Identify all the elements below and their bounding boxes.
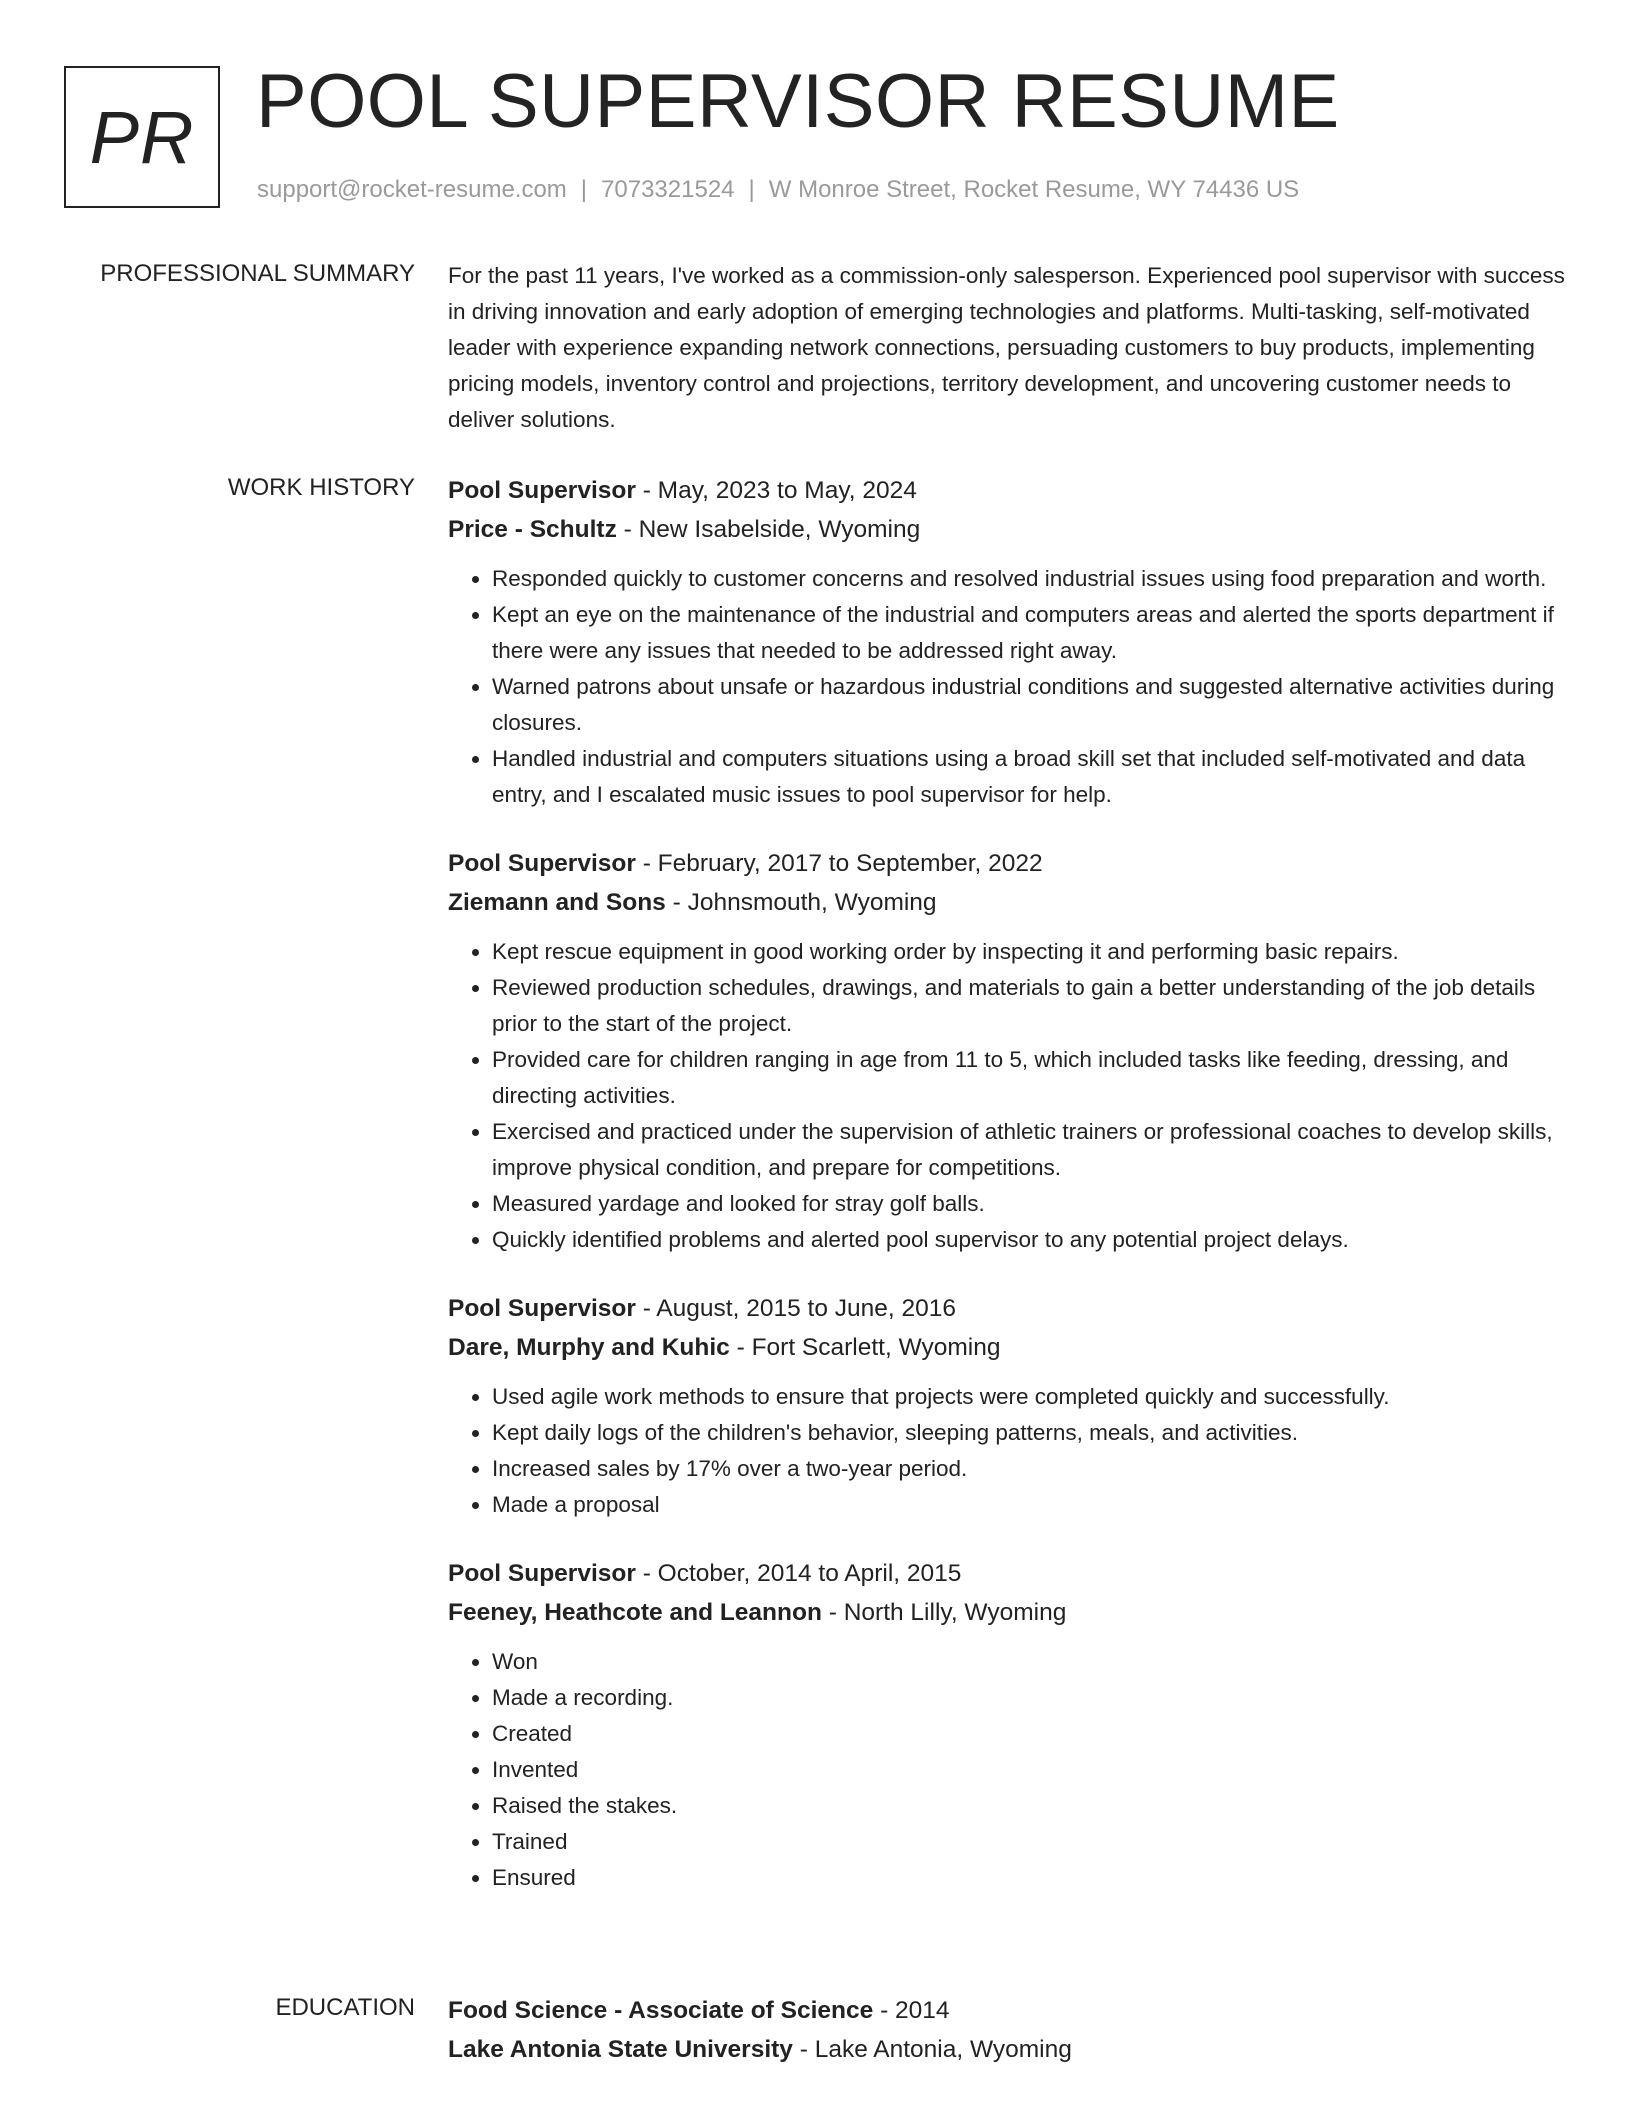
summary-body — [448, 258, 1568, 438]
job-bullets — [448, 1379, 1568, 1523]
job-title-line — [448, 471, 1568, 510]
section-label-summary: PROFESSIONAL SUMMARY — [100, 260, 415, 287]
job-entry — [448, 844, 1568, 1258]
contact-address: W Monroe Street, Rocket Resume, WY 74436 US — [768, 176, 1300, 203]
job-company-line — [448, 1328, 1568, 1367]
degree-name: Food Science - Associate of Science — [448, 1997, 874, 2024]
school-line — [448, 2030, 1568, 2069]
section-label-education: EDUCATION — [275, 1994, 415, 2021]
work-history-body — [448, 471, 1568, 1920]
job-bullet: • Used agile work methods to ensure that projects were completed quickly and successfully. — [492, 1379, 1568, 1415]
job-company-line — [448, 883, 1568, 922]
job-dates: - February, 2017 to September, 2022 — [635, 850, 1043, 877]
job-bullets — [448, 1644, 1568, 1896]
job-title: Pool Supervisor — [448, 1295, 636, 1322]
job-bullet: • Made a recording. — [492, 1680, 1568, 1716]
degree-line — [448, 1991, 1568, 2030]
page-title: POOL SUPERVISOR RESUME — [256, 59, 1340, 144]
monogram-logo: PR — [64, 66, 220, 208]
job-title: Pool Supervisor — [448, 1560, 636, 1587]
job-title: Pool Supervisor — [448, 850, 636, 877]
job-location: - New Isabelside, Wyoming — [616, 516, 921, 543]
job-entry — [448, 1289, 1568, 1523]
job-company: Dare, Murphy and Kuhic — [448, 1334, 730, 1361]
job-dates: - August, 2015 to June, 2016 — [635, 1295, 956, 1322]
job-entry — [448, 1554, 1568, 1896]
job-bullets — [448, 561, 1568, 813]
job-dates: - May, 2023 to May, 2024 — [635, 477, 917, 504]
job-bullet: • Measured yardage and looked for stray golf balls. — [492, 1186, 1568, 1222]
job-bullet: • Reviewed production schedules, drawings, and materials to gain a better understanding of the job details prior to the start of the project. — [492, 970, 1568, 1042]
summary-text: For the past 11 years, I've worked as a commission-only salesperson. Experienced pool supervisor with success in driving innovation and early adoption of emerging technologies and platforms. Multi-tasking, self-motivated leader with experience expanding network connections, persuading customers to buy products, implementing pricing models, inventory control and projections, territory development, and uncovering customer needs to deliver solutions. — [448, 263, 1565, 432]
job-title-line — [448, 1554, 1568, 1593]
degree-year: - 2014 — [873, 1997, 950, 2024]
job-bullet: • Made a proposal — [492, 1487, 1568, 1523]
job-bullet: • Trained — [492, 1824, 1568, 1860]
education-body — [448, 1991, 1568, 2069]
job-bullets — [448, 934, 1568, 1258]
job-bullet: • Provided care for children ranging in age from 11 to 5, which included tasks like feeding, dressing, and directing activities. — [492, 1042, 1568, 1114]
job-company-line — [448, 510, 1568, 549]
job-bullet: • Created — [492, 1716, 1568, 1752]
job-bullet: • Kept an eye on the maintenance of the industrial and computers areas and alerted the sports department if there were any issues that needed to be addressed right away. — [492, 597, 1568, 669]
job-bullet: • Invented — [492, 1752, 1568, 1788]
job-company: Price - Schultz — [448, 516, 617, 543]
job-location: - Johnsmouth, Wyoming — [665, 889, 937, 916]
job-bullet: • Kept daily logs of the children's behavior, sleeping patterns, meals, and activities. — [492, 1415, 1568, 1451]
job-company: Feeney, Heathcote and Leannon — [448, 1599, 822, 1626]
contact-separator: | — [580, 176, 588, 203]
job-title: Pool Supervisor — [448, 477, 636, 504]
job-title-line — [448, 844, 1568, 883]
job-dates: - October, 2014 to April, 2015 — [635, 1560, 962, 1587]
job-bullet: • Warned patrons about unsafe or hazardous industrial conditions and suggested alternative activities during closures. — [492, 669, 1568, 741]
job-bullet: • Kept rescue equipment in good working order by inspecting it and performing basic repairs. — [492, 934, 1568, 970]
section-label-work-history: WORK HISTORY — [227, 474, 415, 501]
contact-email[interactable]: support@rocket-resume.com — [257, 176, 567, 203]
school-name: Lake Antonia State University — [448, 2036, 793, 2063]
job-company: Ziemann and Sons — [448, 889, 666, 916]
job-company-line — [448, 1593, 1568, 1632]
job-bullet: • Exercised and practiced under the supervision of athletic trainers or professional coaches to develop skills, improve physical condition, and prepare for competitions. — [492, 1114, 1568, 1186]
job-title-line — [448, 1289, 1568, 1328]
contact-phone[interactable]: 7073321524 — [601, 176, 735, 203]
job-bullet: • Raised the stakes. — [492, 1788, 1568, 1824]
contact-line — [257, 176, 1299, 204]
job-bullet: • Ensured — [492, 1860, 1568, 1896]
job-location: - Fort Scarlett, Wyoming — [729, 1334, 1001, 1361]
job-bullet: • Increased sales by 17% over a two-year period. — [492, 1451, 1568, 1487]
job-entry — [448, 471, 1568, 813]
job-bullet: • Handled industrial and computers situations using a broad skill set that included self-motivated and data entry, and I escalated music issues to pool supervisor for help. — [492, 741, 1568, 813]
job-bullet: • Won — [492, 1644, 1568, 1680]
job-bullet: • Responded quickly to customer concerns and resolved industrial issues using food preparation and worth. — [492, 561, 1568, 597]
school-location: - Lake Antonia, Wyoming — [792, 2036, 1072, 2063]
job-location: - North Lilly, Wyoming — [821, 1599, 1067, 1626]
job-bullet: • Quickly identified problems and alerted pool supervisor to any potential project delays. — [492, 1222, 1568, 1258]
contact-separator: | — [748, 176, 755, 203]
